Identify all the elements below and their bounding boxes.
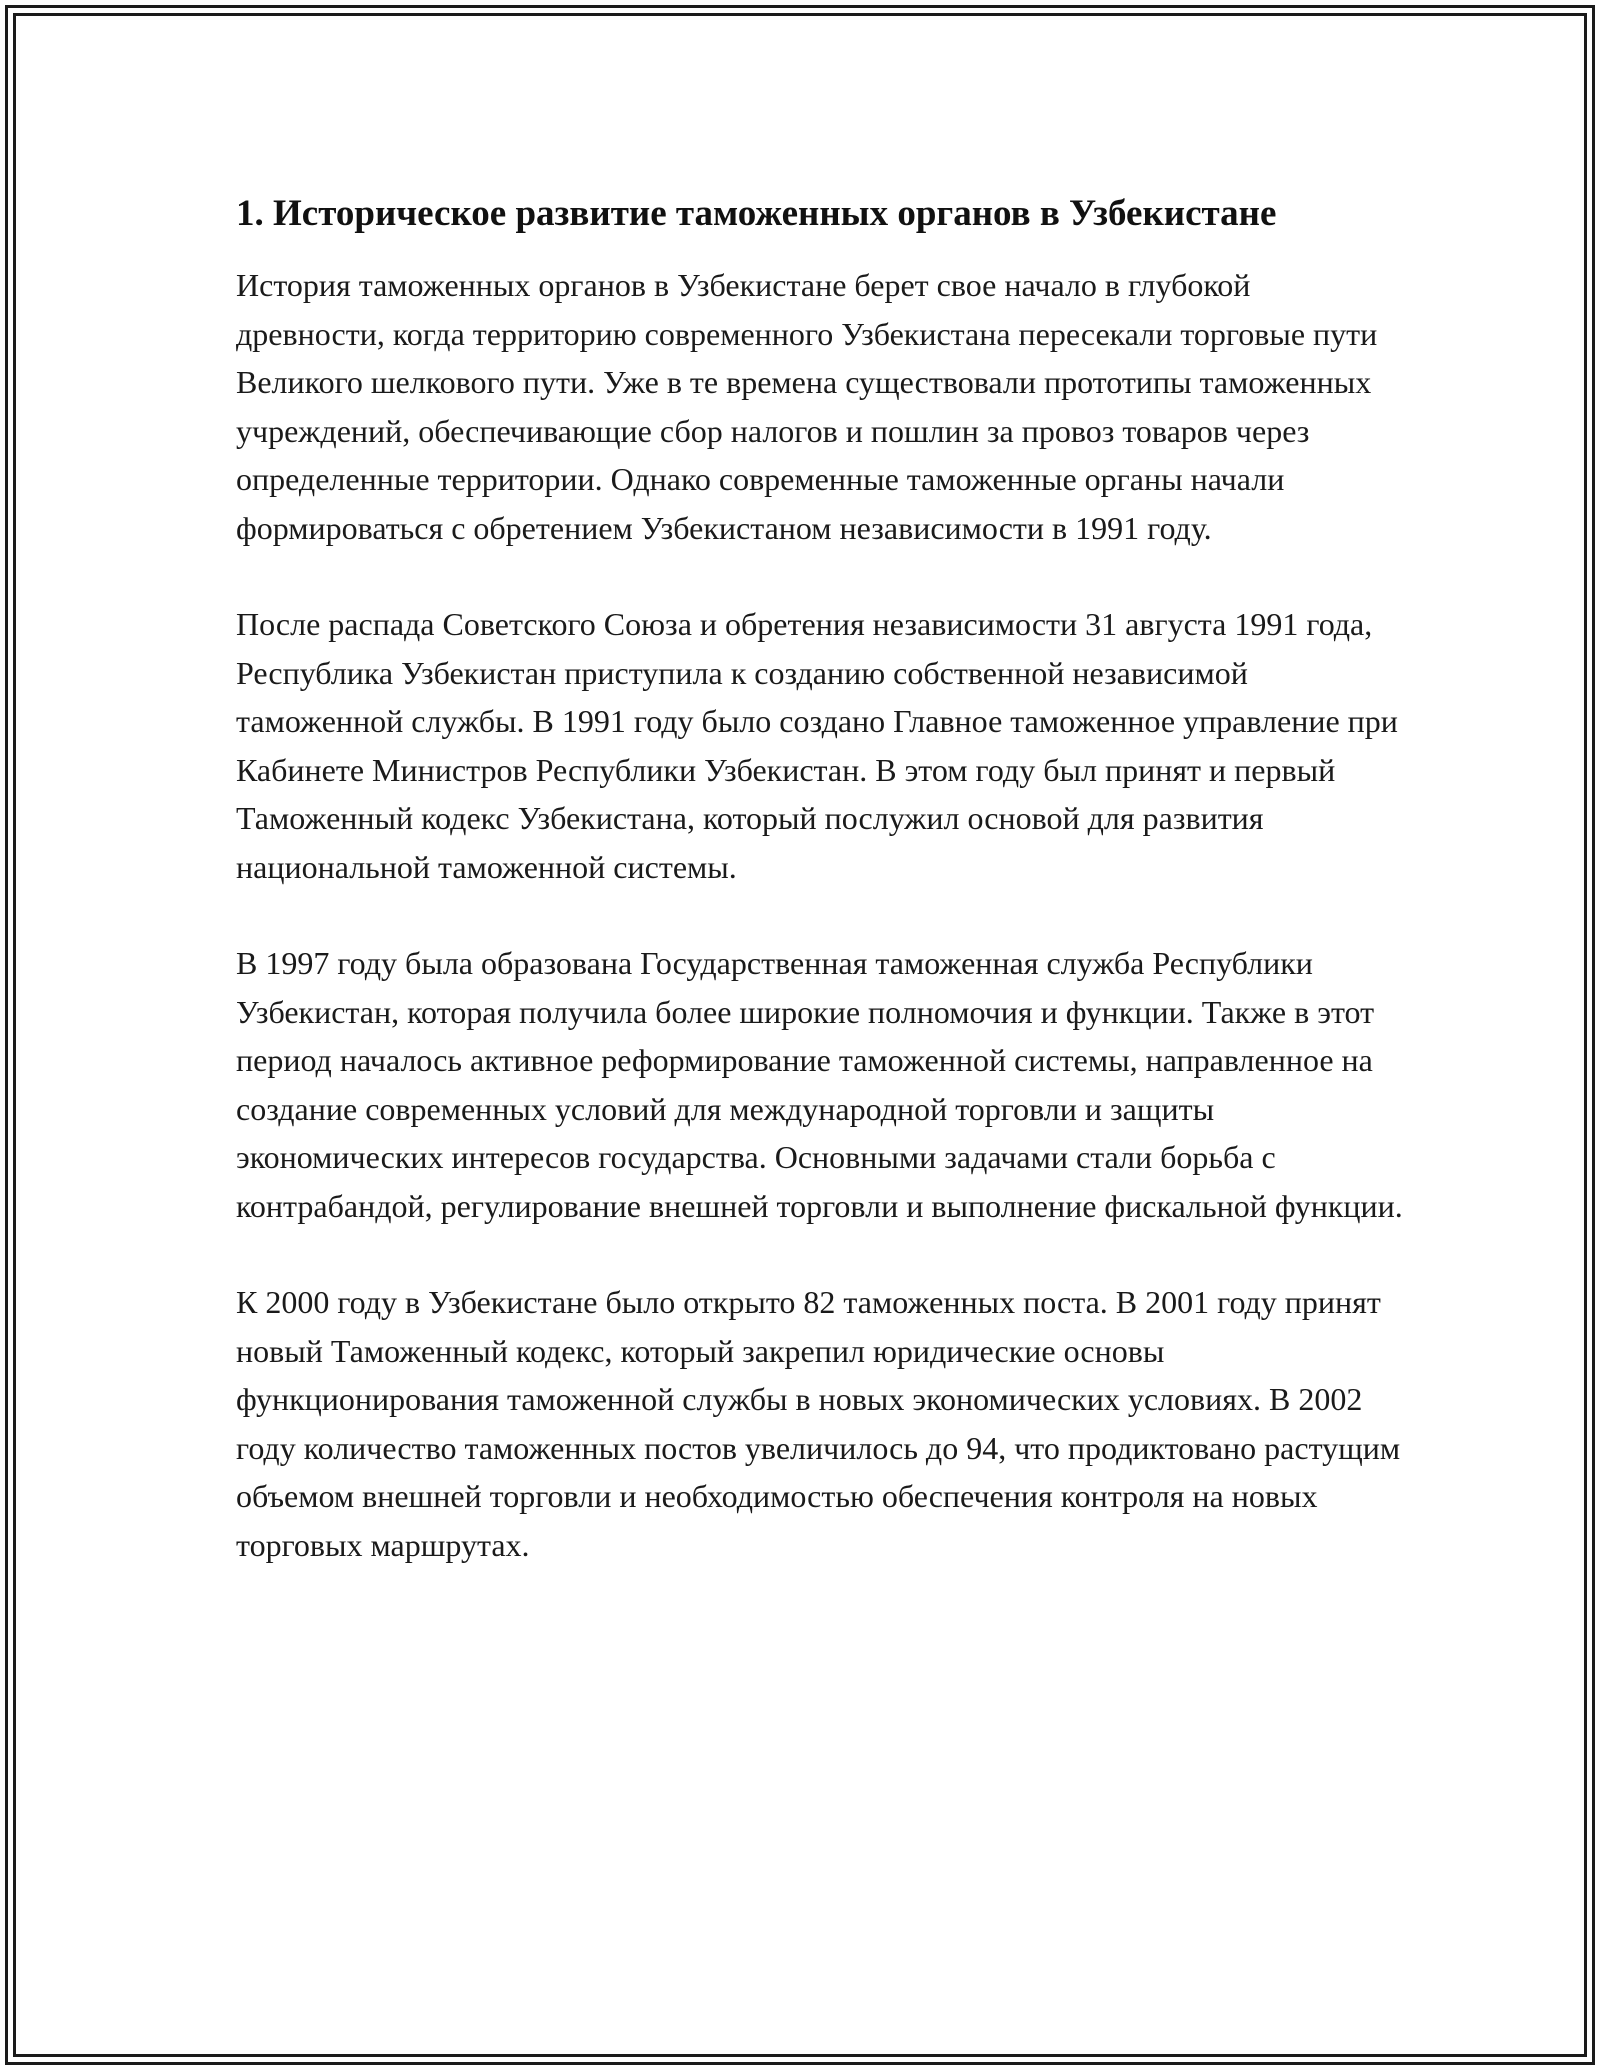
section-heading: 1. Историческое развитие таможенных органов в Узбекистане xyxy=(236,193,1277,234)
paragraph-4: К 2000 году в Узбекистане было открыто 82 таможенных поста. В 2001 году принят новый Таможенный кодекс, который закрепил юридические основы функционирования таможенной службы в новых экономических условиях. В 2002 году количество таможенных постов увеличилось до 94, что продиктовано растущим объемом внешней торговли и необходимостью обеспечения контроля на новых торговых маршрутах. xyxy=(236,1284,1401,1563)
paragraph-3: В 1997 году была образована Государственная таможенная служба Республики Узбекистан, которая получила более широкие полномочия и функции. Также в этот период началось активное реформирование таможенной системы, направленное на создание современных условий для международной торговли и защиты экономических интересов государства. Основными задачами стали борьба с контрабандой, регулирование внешней торговли и выполнение фискальной функции. xyxy=(236,945,1403,1224)
document-body xyxy=(236,186,1406,1617)
paragraph-1: История таможенных органов в Узбекистане берет свое начало в глубокой древности, когда территорию современного Узбекистана пересекали торговые пути Великого шелкового пути. Уже в те времена существовали прототипы таможенных учреждений, обеспечивающие сбор налогов и пошлин за провоз товаров через определенные территории. Однако современные таможенные органы начали формироваться с обретением Узбекистаном независимости в 1991 году. xyxy=(236,267,1378,546)
paragraph-2: После распада Советского Союза и обретения независимости 31 августа 1991 года, Республика Узбекистан приступила к созданию собственной независимой таможенной службы. В 1991 году было создано Главное таможенное управление при Кабинете Министров Республики Узбекистан. В этом году был принят и первый Таможенный кодекс Узбекистана, который послужил основой для развития национальной таможенной системы. xyxy=(236,606,1398,885)
